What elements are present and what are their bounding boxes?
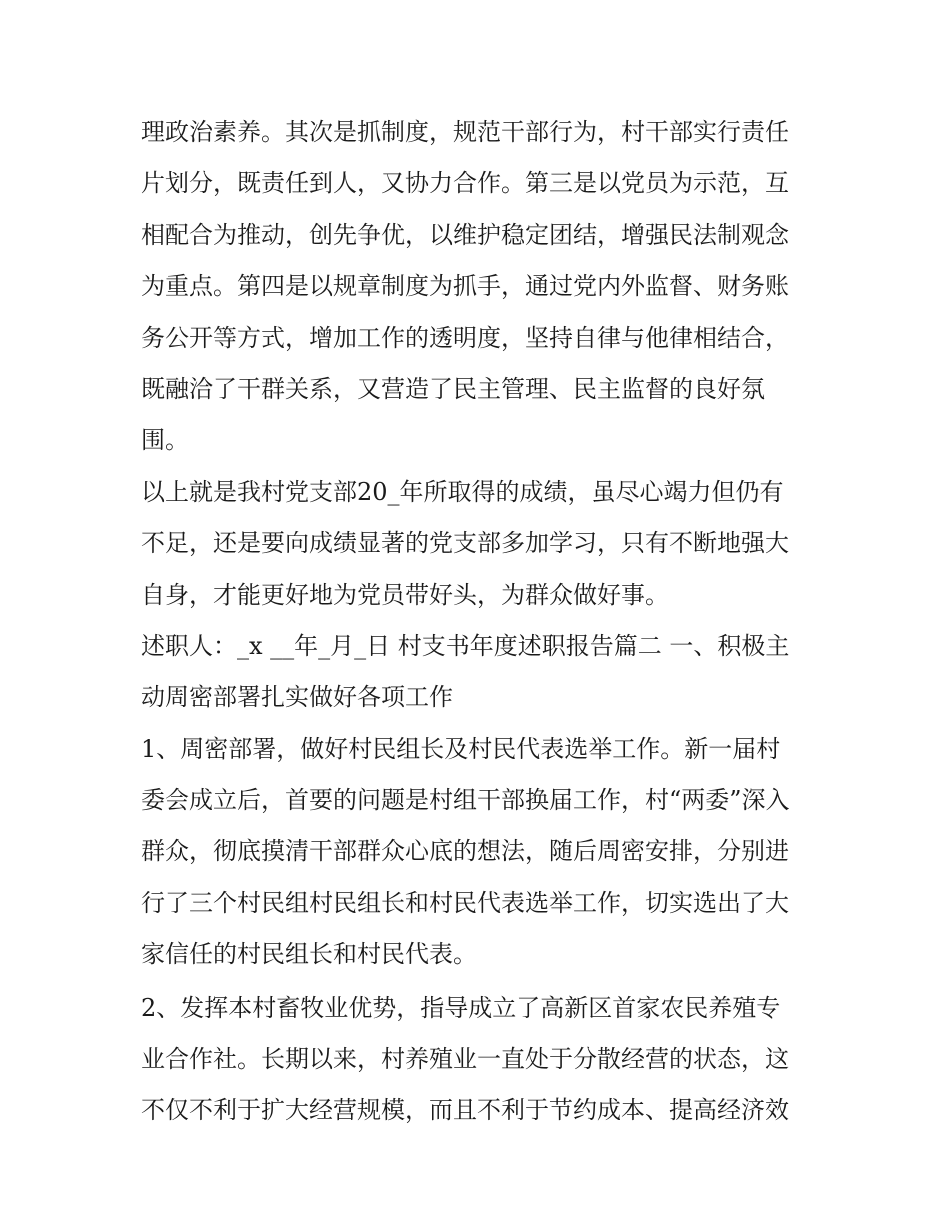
text-line: 业合作社。长期以来，村养殖业一直处于分散经营的状态，这 <box>141 1045 789 1074</box>
paragraph <box>141 983 813 1137</box>
text-line: 围。 <box>141 426 189 455</box>
text-line: 群众，彻底摸清干部群众心底的想法，随后周密安排，分别进 <box>141 837 789 866</box>
text-line: 家信任的村民组长和村民代表。 <box>141 940 477 969</box>
text-line: 述职人：_x __年_月_日 村支书年度述职报告篇二 一、积极主 <box>141 631 790 660</box>
text-line: 不仅不利于扩大经营规模，而且不利于节约成本、提高经济效 <box>141 1096 789 1125</box>
text-line: 不足，还是要向成绩显著的党支部多加学习，只有不断地强大 <box>141 529 789 558</box>
text-line: 片划分，既责任到人，又协力合作。第三是以党员为示范，互 <box>141 169 789 198</box>
text-line: 2、发挥本村畜牧业优势，指导成立了高新区首家农民养殖专 <box>141 993 781 1022</box>
document-body <box>141 107 813 1137</box>
text-line: 既融洽了干群关系，又营造了民主管理、民主监督的良好氛 <box>141 374 765 403</box>
paragraph <box>141 107 813 467</box>
text-line: 理政治素养。其次是抓制度，规范干部行为，村干部实行责任 <box>141 118 789 146</box>
text-line: 委会成立后，首要的问题是村组干部换届工作，村“两委”深入 <box>141 786 790 815</box>
paragraph <box>141 621 813 724</box>
text-line: 行了三个村民组村民组长和村民代表选举工作，切实选出了大 <box>141 888 789 917</box>
text-line: 务公开等方式，增加工作的透明度，坚持自律与他律相结合， <box>141 323 789 352</box>
paragraph <box>141 724 813 981</box>
text-line: 1、周密部署，做好村民组长及村民代表选举工作。新一届村 <box>141 734 781 763</box>
text-line: 为重点。第四是以规章制度为抓手，通过党内外监督、财务账 <box>141 272 789 301</box>
text-line: 以上就是我村党支部20_年所取得的成绩，虽尽心竭力但仍有 <box>141 477 784 506</box>
paragraph <box>141 467 813 621</box>
text-line: 相配合为推动，创先争优，以维护稳定团结，增强民法制观念 <box>141 220 789 249</box>
text-line: 自身，才能更好地为党员带好头，为群众做好事。 <box>141 580 669 609</box>
text-line: 动周密部署扎实做好各项工作 <box>141 683 453 712</box>
